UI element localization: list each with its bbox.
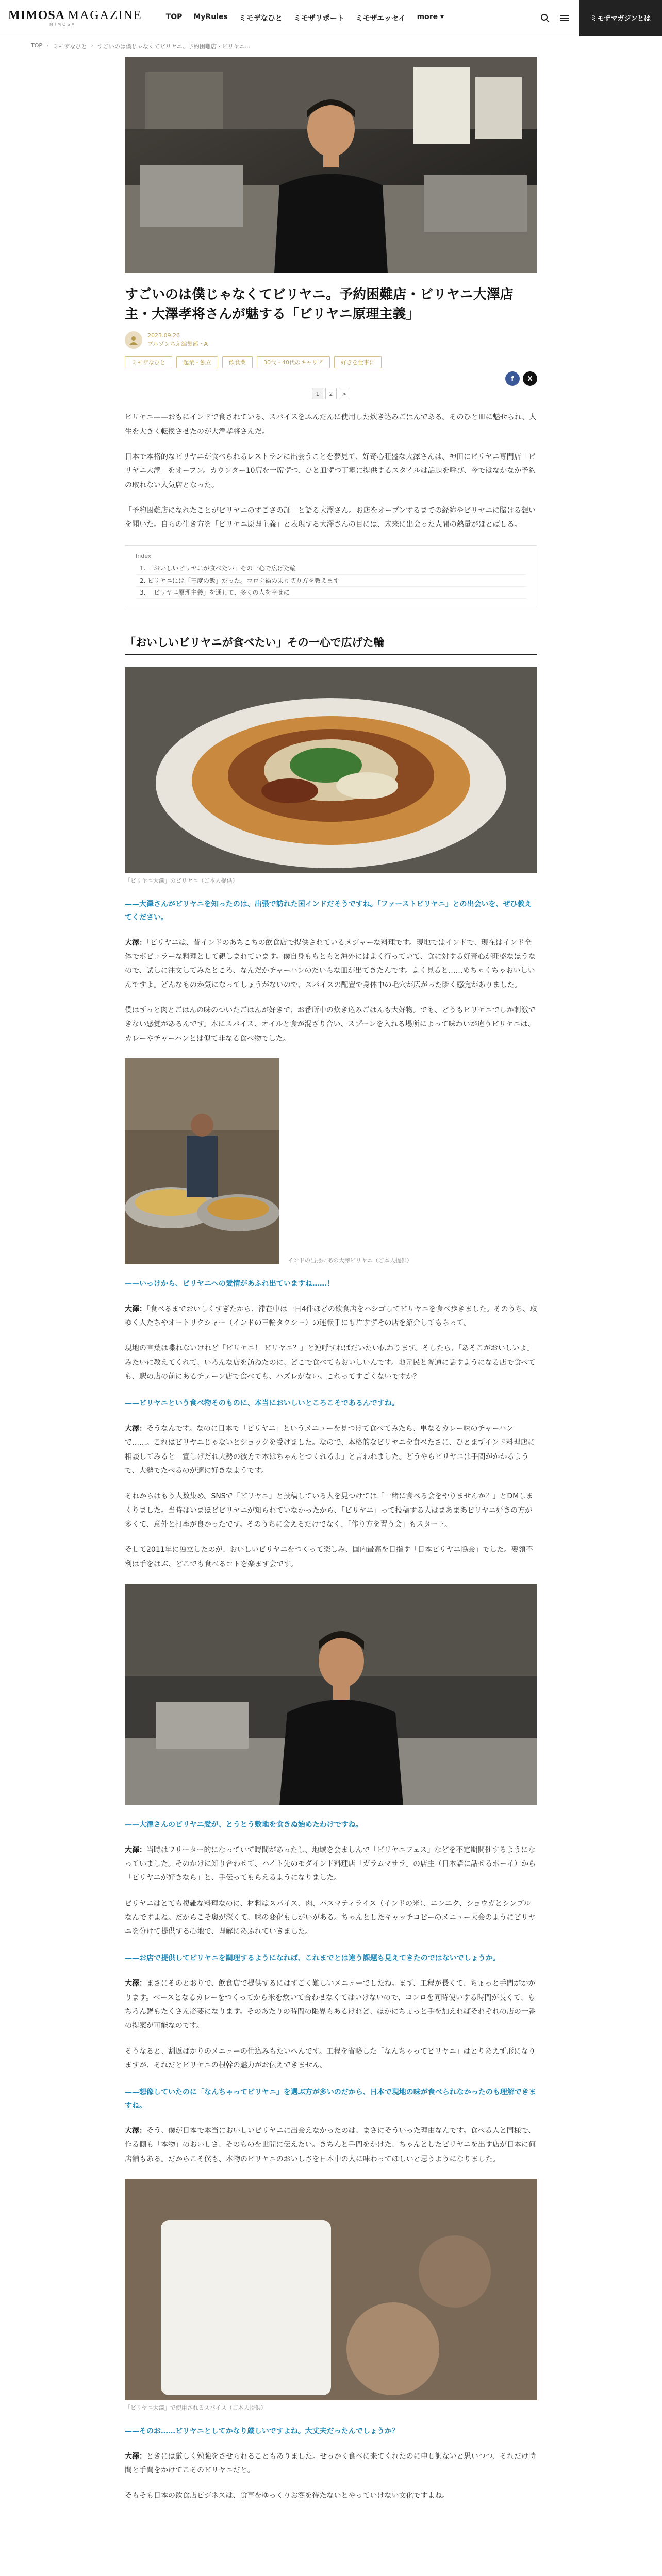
hero-image (125, 57, 537, 273)
interview-answer: そして2011年に独立したのが、おいしいビリヤニをつくって楽しみ、国内最高を目指す「日本ビリヤニ協会」でした。要領不利は手をはぶ、どこでも食べるコトを楽ます会です。 (125, 1546, 533, 1568)
tag[interactable]: 好きを仕事に (334, 356, 382, 368)
interview-question: ——そのお……ビリヤニとしてかなり厳しいですよね。大丈夫だったんでしょうか？ (125, 2427, 399, 2435)
article-author[interactable]: ブルゾンちえ編集部・A (147, 341, 208, 348)
logo-main: MIMOSA (8, 8, 64, 22)
share-buttons (125, 371, 537, 386)
breadcrumb-category[interactable]: ミモザなひと (53, 43, 87, 50)
menu-icon[interactable] (559, 13, 570, 23)
x-icon[interactable]: X (523, 371, 537, 386)
page-1[interactable]: 1 (312, 388, 323, 399)
speaker-name: 大澤： (125, 2452, 146, 2461)
breadcrumb-top[interactable]: TOP (31, 42, 43, 49)
toc-item[interactable]: 1. 「おいしいビリヤニが食べたい」その一心で広げた輪 (137, 563, 526, 574)
spice-photo (125, 2179, 537, 2400)
interview-answer: 僕はずっと肉とごはんの味のついたごはんが好きで、お番所中の炊き込みごはんも大好物。でも、どうもビリヤニでしか刺激できない感覚があるんです。本にスパイス、オイルと食が混ざり合い、スプーンを入れる場所によって味わいが違うビリヤニは、カレーやチャーハンとは似て非なる食べ物でした。 (125, 1006, 536, 1043)
interview-question: ——お店で提供してビリヤニを調理するようになれば、これまでとは違う課題も見えてきたのではないでしょうか。 (125, 1954, 500, 1963)
interview-answer: それからはもう人数集め。SNSで「ビリヤニ」と投稿している人を見つけては「一緒に食べる会をやりませんか？」とDMしまくりました。当時はいまほどビリヤニが知られていなかったから、「ビリヤニ」って投稿する人はまあまあビリヤニ好きの方が多くて、意外と打率が良かったです。そのうちに会えるだけでなく、「作り方を習う会」もスタート。 (125, 1492, 534, 1529)
about-button[interactable]: ミモザマガジンとは (579, 0, 662, 36)
section-heading: 「おいしいビリヤニが食べたい」その一心で広げた輪 (125, 634, 537, 655)
intro-paragraph: 日本で本格的なビリヤニが食べられるレストランに出会うことを夢見て、好奇心旺盛な大澤さんは、神田にビリヤニ専門店「ビリヤニ大澤」をオープン。カウンター10席を一席ずつ、ひと皿ずつ丁寧に提供するスタイルは話題を呼び、今ではなかなか予約の取れない人気店となった。 (125, 452, 536, 489)
tag[interactable]: 起業・独立 (176, 356, 218, 368)
owner-photo (125, 1584, 537, 1805)
logo-sub: MIMOSA (49, 22, 76, 27)
tag-list (125, 356, 537, 368)
intro-paragraph: 「予約困難店になれたことがビリヤニのすごさの証」と語る大澤さん。お店をオープンするまでの経緯やビリヤニに賭ける想いを聞いた。自らの生き方を「ビリヤニ原理主義」と表現する大澤さんの目には、未来に出会った人間の熱量がほとばしる。 (125, 506, 536, 529)
tag[interactable]: 30代・40代のキャリア (257, 356, 330, 368)
interview-question: ——大澤さんのビリヤニ愛が、とうとう敷地を食きぬ始めたわけですね。 (125, 1820, 363, 1829)
article-meta (125, 331, 537, 349)
interview-answer: ときには厳しく勉強をさせられることもありました。せっかく食べに来てくれたのに申し訳ないと思いつつ、それだけ時間と手間をかけてこそのビリヤニだと。 (125, 2452, 536, 2475)
interview-answer: 当時はフリーター的になっていて時間があったし、地域を会ましんで「ビリヤニフェス」などを不定期開催するようになっていました。そのかけに知り合わせて、ハイト先のモダインド料理店「ガラムマサラ」の店主（日本語に話せるボーイ）から「ビリヤニが好きなら」と、手伝ってもらえるようになりました。 (125, 1845, 536, 1883)
nav-people[interactable]: ミモザなひと (239, 14, 283, 23)
article-date: 2023.09.26 (147, 332, 180, 339)
street-food-photo (125, 1058, 279, 1264)
photo-caption: インドの出張にあの大澤ビリヤニ（ご本人提供） (288, 1257, 412, 1264)
nav-report[interactable]: ミモザリポート (293, 14, 344, 23)
speaker-name: 大澤： (125, 938, 146, 947)
speaker-name: 大澤： (125, 1425, 146, 1433)
nav-more[interactable]: more ▾ (417, 12, 444, 21)
tag[interactable]: ミモザなひと (125, 356, 172, 368)
speaker-name: 大澤： (125, 1845, 146, 1854)
photo-caption: 「ビリヤニ大澤」のビリヤニ（ご本人提供） (125, 877, 238, 885)
biryani-photo (125, 667, 537, 873)
toc-title: Index (136, 553, 152, 560)
author-icon (125, 331, 142, 349)
speaker-name: 大澤： (125, 1979, 146, 1988)
nav-myrules[interactable]: MyRules (193, 12, 228, 21)
search-icon[interactable] (540, 13, 550, 23)
tag[interactable]: 飲食業 (222, 356, 253, 368)
interview-answer: まさにそのとおりで、飲食店で提供するにはすごく難しいメニューでしたね。まず、工程が長くて、ちょっと手間がかかります。ベースとなるカレーをつくってから米を炊いて合わせなくてはいけないので、コンロを同時使いする時間が長くて、もちろん鍋もたくさん必要になります。そのあたりの時間の限界もあるけれど、ほかにちょっと手を加えればそれぞれの店の一番の提案が可能なのです。 (125, 1979, 536, 2030)
site-logo[interactable] (8, 9, 142, 27)
interview-answer: そもそも日本の飲食店ビジネスは、食事をゆっくりお客を待たないとやっていけない文化ですよね。 (125, 2492, 450, 2500)
toc-item[interactable]: 3. 「ビリヤニ原理主義」を通して、多くの人を幸せに (137, 587, 526, 599)
logo-magazine: MAGAZINE (68, 8, 142, 22)
interview-answer: ビリヤニはとても複雑な料理なのに、材料はスパイス、肉、バスマティライス（インドの米）、ニンニク、ショウガとシンプルなんですよね。だからこそ奥が深くて、味の変化もしがいがある。ちゃんとしたキャッチコピーのメニュー大会のようにビリヤニを分けて提供する心地で、理解にあふれていきました。 (125, 1899, 536, 1936)
page-2[interactable]: 2 (325, 388, 337, 399)
main-nav (166, 13, 444, 23)
article (125, 57, 537, 2503)
site-header (0, 0, 662, 36)
interview-answer: 「ビリヤニは、昔インドのあちこちの飲食店で提供されているメジャーな料理です。現地ではインドで、現在はインド全体でポピュラーな料理として親しまれています。僕自身ももともと海外にはよく行っていて、食に対する好奇心が旺盛なほうなので、試しに注文してみたところ、なんだかチャーハンのたいらな皿が出てきたんです。よく見ると……めちゃくちゃおいしいんですよ。どんなものか気になってしょうがないので、スパイスの配置で身体中の毛穴が広がった瞬く感覚がありました。 (125, 938, 536, 989)
article-title: すごいのは僕じゃなくてビリヤニ。予約困難店・ビリヤニ大澤店主・大澤孝将さんが魅する「ビリヤニ原理主義」 (125, 287, 514, 322)
interview-answer: そうなんです。なのに日本で「ビリヤニ」というメニューを見つけて食べてみたら、単なるカレー味のチャーハンで……。これはビリヤニじゃないとショックを受けました。なので、本格的なビリヤニを食べたさに、ひとまずインド料理店に相談してみると「宣しげだれ大勢の彼方で本はちゃんとつくれるよ」と言われました。どうやらビリヤニは手間がかかるようで、大勢でたべるのが適に好きなようです。 (125, 1425, 535, 1476)
photo-caption: 「ビリヤニ大澤」で使用されるスパイス（ご本人提供） (125, 2404, 267, 2411)
interview-question: ——想像していたのに「なんちゃってビリヤニ」を選ぶ方が多いのだから、日本で現地の味が食べられなかったのも理解できますね。 (125, 2088, 536, 2110)
speaker-name: 大澤： (125, 2126, 146, 2135)
toc-item[interactable]: 2. ビリヤニには「三度の飯」だった。コロナ禍の乗り切り方を教えます (137, 575, 526, 587)
speaker-name: 大澤： (125, 1304, 146, 1313)
breadcrumb: TOP › ミモザなひと › すごいのは僕じゃなくてビリヤニ。予約困難店・ビリヤニ... (31, 42, 251, 50)
facebook-icon[interactable]: f (505, 371, 520, 386)
nav-essay[interactable]: ミモザエッセイ (355, 14, 406, 23)
interview-answer: 「食べるまでおいしくすぎたから、滞在中は一日4件ほどの飲食店をハシゴしてビリヤニを食べ歩きました。そのうち、取ゆく人たちやオートリクシャー（インドの三輪タクシー）の運転手にも片すずその店を紹介してもらって。 (125, 1304, 537, 1328)
interview-answer: 現地の言葉は喋れないけれど「ビリヤニ！ ビリヤニ？」と連呼すればだいたい伝わります。そしたら、「あそこがおいしいよ」みたいに教えてくれて、いろんな店を訪ねたのに、どこで食べてもおいしいんです。地元民と普通に話すようになる店で食べても、駅の店の前にあるチェーン店で食べても、ハズレがない。これってすごくないですか？ (125, 1344, 536, 1381)
interview-question: ——大澤さんがビリヤニを知ったのは、出張で訪れた国インドだそうですね。「ファーストビリヤニ」との出会いを、ぜひ教えてください。 (125, 900, 532, 922)
interview-answer: そうなると、割返ばかりのメニューの仕込みもたいへんです。工程を省略した「なんちゃってビリヤニ」はとりあえず形になりますが、それだとビリヤニの根幹の魅力がお伝えできません。 (125, 2047, 536, 2070)
nav-top[interactable]: TOP (166, 12, 183, 21)
breadcrumb-current: すごいのは僕じゃなくてビリヤニ。予約困難店・ビリヤニ... (97, 43, 251, 50)
intro-paragraph: ビリヤニ——おもにインドで食されている、スパイスをふんだんに使用した炊き込みごはんである。そのひと皿に魅せられ、人生を大きく転換させたのが大澤孝将さんだ。 (125, 413, 537, 436)
page-next[interactable]: > (339, 388, 350, 399)
interview-question: ——ビリヤニという食べ物そのものに、本当においしいところこそであるんですね。 (125, 1399, 399, 1408)
interview-question: ——いっけから、ビリヤニへの愛情があふれ出ていますね……！ (125, 1279, 334, 1288)
interview-answer: そう、僕が日本で本当においしいビリヤニに出会えなかったのは、まさにそういった理由なんです。食べる人と同様で、作る側も「本物」のおいしさ、そのものを世間に伝えたい。きちんと手間をかけた、ちゃんとしたビリヤニを出す店が日本に何店舗もある。だからこそ僕も、本物のビリヤニのおいしさを日本中の人に味わってほしいと思うようになりました。 (125, 2126, 536, 2163)
pagination-top (125, 388, 537, 399)
table-of-contents (125, 545, 537, 606)
